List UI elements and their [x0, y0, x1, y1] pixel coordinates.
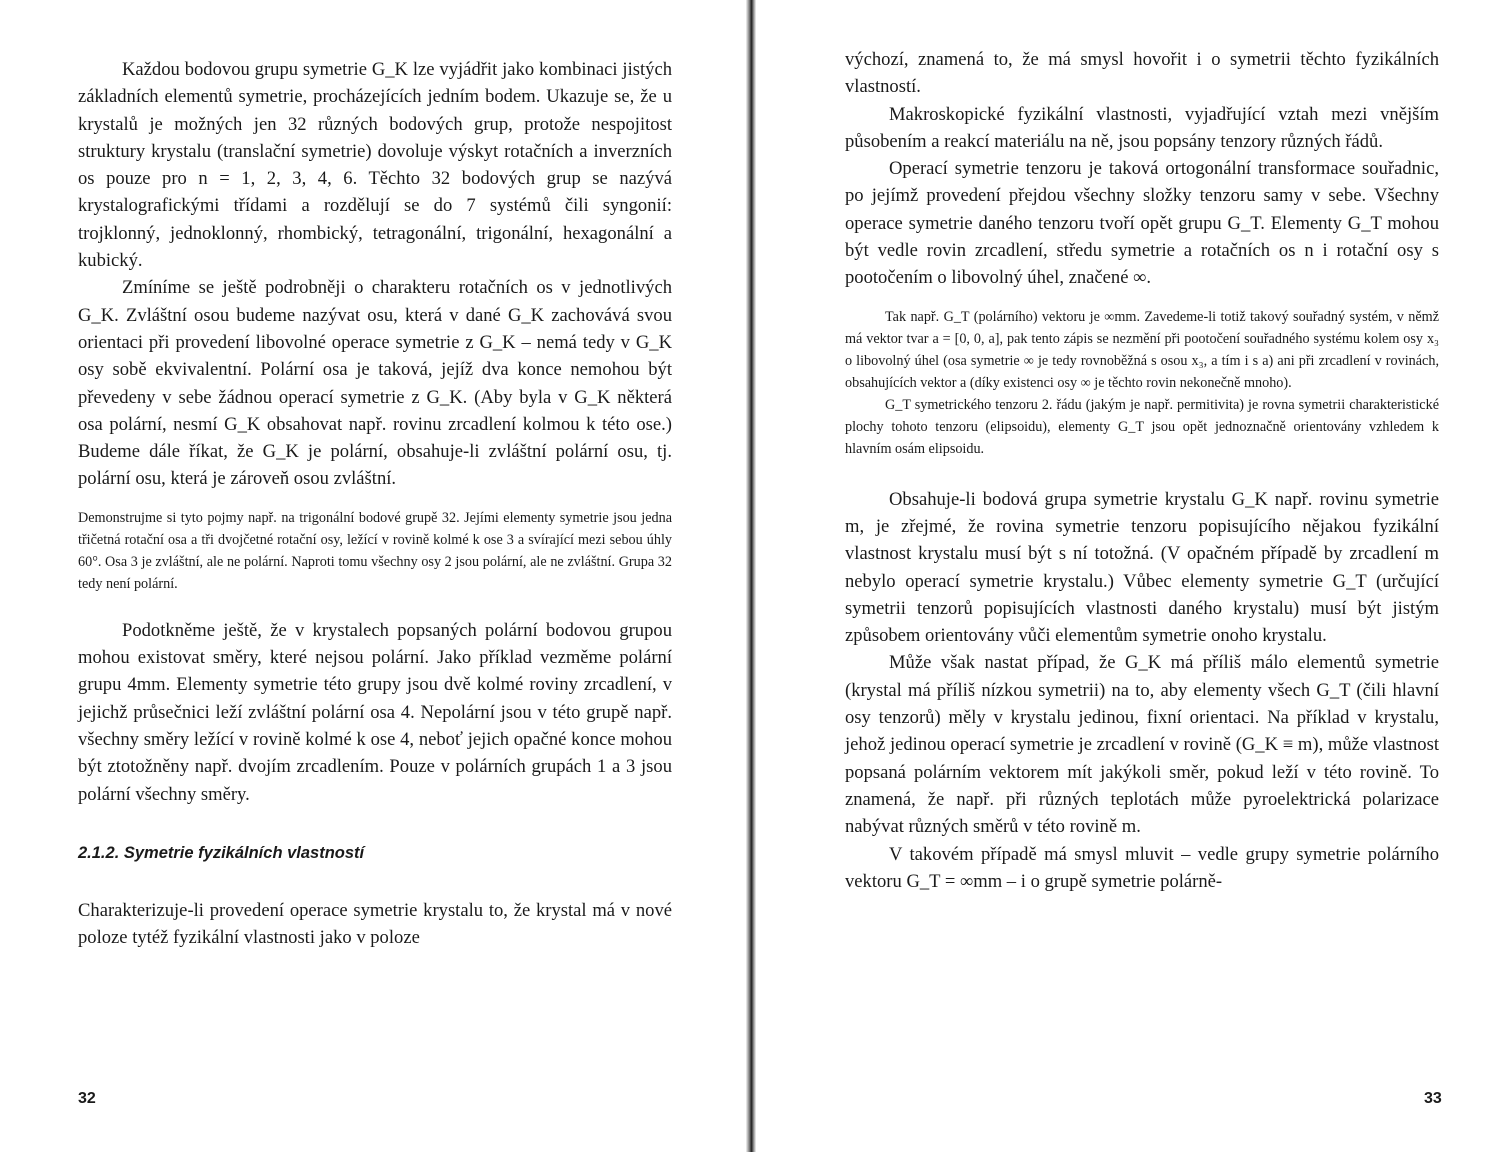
left-page-number: 32 — [78, 1090, 96, 1107]
right-paragraph-6: V takovém případě má smysl mluvit – vedle grupy symetrie polárního vektoru G_T = ∞mm – i o grupě symetrie polárně- — [845, 843, 1439, 892]
right-note-2: G_T symetrického tenzoru 2. řádu (jakým je např. permitivita) je rovna symetrii charakteristické plochy tohoto tenzoru (elipsoidu), elementy G_T jsou opět jednoznačně orientovány vzhledem k hlavním osám elipsoidu. — [845, 396, 1439, 457]
left-page — [0, 0, 748, 1152]
left-paragraph-3: Podotkněme ještě, že v krystalech popsaných polární bodovou grupou mohou existovat směry, které nejsou polární. Jako příklad vezměme polární grupu 4mm. Elementy symetrie této grupy jsou dvě kolmé roviny zrcadlení, v jejichž průsečnici leží zvláštní polární osa 4. Nepolární jsou v této grupě např. všechny směry ležící v rovině kolmé k ose 4, neboť jejich opačné konce mohou být ztotožněny např. dvojím zrcadlením. Pouze v polárních grupách 1 a 3 jsou polární všechny směry. — [78, 619, 672, 805]
right-paragraph-5: Může však nastat případ, že G_K má příliš málo elementů symetrie (krystal má příliš nízkou symetrii) na to, aby elementy všech G_T (čili hlavní osy tenzorů) měly v krystalu jedinou, fixní orientaci. Na příklad v krystalu, jehož jedinou operací symetrie je zrcadlení v rovině (G_K ≡ m), může vlastnost popsaná polárním vektorem mít jakýkoli směr, pokud leží v této rovině. To znamená, že např. při různých teplotách může pyroelektrická polarizace nabývat různých směrů v této rovině m. — [845, 652, 1439, 838]
left-paragraph-4: Charakterizuje-li provedení operace symetrie krystalu to, že krystal má v nové poloze tytéž fyzikální vlastnosti jako v poloze — [78, 899, 672, 949]
right-note-1: Tak např. G_T (polárního) vektoru je ∞mm. Zavedeme-li totiž takový souřadný systém, v němž má vektor tvar a = [0, 0, a], pak tento zápis se nezmění při pootočení souřadného systému kolem osy x₃ o libovolný úhel (osa symetrie ∞ je tedy rovnoběžná s osou x₃, a tím i s a) ani při zrcadlení v rovinách, obsahujících vektor a (díky existenci osy ∞ je těchto rovin nekonečně mnoho). — [845, 308, 1439, 391]
right-page-number: 33 — [1424, 1090, 1442, 1107]
left-note: Demonstrujme si tyto pojmy např. na trigonální bodové grupě 32. Jejími elementy symetrie jsou jedna třičetná rotační osa a tři dvojčetné rotační osy, ležící v rovině kolmé k ose 3 a svírající mezi sebou úhly 60°. Osa 3 je zvláštní, ale ne polární. Naproti tomu všechny osy 2 jsou polární, ale ne zvláštní. Grupa 32 tedy není polární. — [78, 509, 672, 592]
left-text-column — [78, 56, 672, 951]
right-text-column — [845, 46, 1439, 895]
left-paragraph-2: Zmíníme se ještě podrobněji o charakteru rotačních os v jednotlivých G_K. Zvláštní osou budeme nazývat osu, která v dané G_K zachovává svou orientaci při provedení libovolné operace symetrie z G_K – nemá tedy v G_K osy sobě ekvivalentní. Polární osa je taková, jejíž dva konce nemohou být převedeny v sebe žádnou operací symetrie z G_K. (Aby byla v G_K některá osa polární, nesmí G_K obsahovat např. rovinu zrcadlení kolmou k této ose.) Budeme dále říkat, že G_K je polární, obsahuje-li zvláštní polární osu, tj. polární osu, která je zároveň osou zvláštní. — [78, 277, 672, 490]
section-heading: 2.1.2. Symetrie fyzikálních vlastností — [78, 843, 365, 862]
right-paragraph-1: výchozí, znamená to, že má smysl hovořit i o symetrii těchto fyzikálních vlastností. — [845, 49, 1439, 98]
right-page — [760, 0, 1506, 1152]
right-paragraph-3: Operací symetrie tenzoru je taková ortogonální transformace souřadnic, po jejímž provedení přejdou všechny složky tenzoru samy v sebe. Všechny operace symetrie daného tenzoru tvoří opět grupu G_T. Elementy G_T mohou být vedle rovin zrcadlení, středu symetrie a rotačních os n i rotační osy s pootočením o libovolný úhel, značené ∞. — [845, 158, 1439, 289]
right-paragraph-2: Makroskopické fyzikální vlastnosti, vyjadřující vztah mezi vnějším působením a reakcí materiálu na ně, jsou popsány tenzory různých řádů. — [845, 103, 1439, 152]
left-paragraph-1: Každou bodovou grupu symetrie G_K lze vyjádřit jako kombinaci jistých základních elementů symetrie, procházejících jedním bodem. Ukazuje se, že u krystalů je možných jen 32 různých bodových grup, protože nespojitost struktury krystalu (translační symetrie) dovoluje výskyt rotačních a inverzních os pouze pro n = 1, 2, 3, 4, 6. Těchto 32 bodových grup se nazývá krystalografickými třídami a rozdělují se do 7 systémů čili syngonií: trojklonný, jednoklonný, rhombický, tetragonální, trigonální, hexagonální a kubický. — [78, 59, 672, 272]
right-paragraph-4: Obsahuje-li bodová grupa symetrie krystalu G_K např. rovinu symetrie m, je zřejmé, že rovina symetrie tenzoru popisujícího nějakou fyzikální vlastnost krystalu musí být s ní totožná. (V opačném případě by zrcadlení m nebylo operací symetrie krystalu.) Vůbec elementy symetrie G_T (určující symetrii tenzorů popisujících vlastnosti daného krystalu) musí být jistým způsobem orientovány vůči elementům symetrie onoho krystalu. — [845, 488, 1439, 647]
